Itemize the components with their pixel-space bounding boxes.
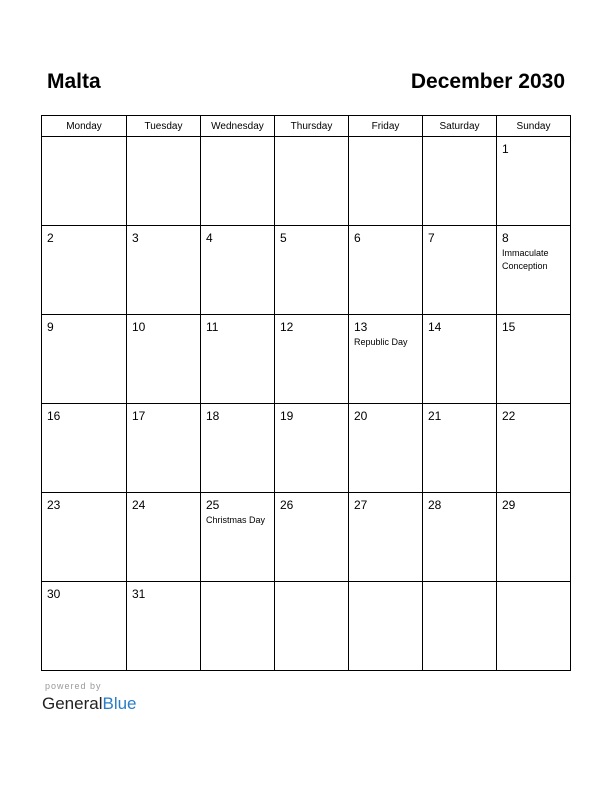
day-cell bbox=[127, 404, 201, 493]
day-cell bbox=[127, 493, 201, 582]
day-number: 24 bbox=[132, 498, 146, 512]
day-cell bbox=[42, 226, 127, 315]
footer-branding bbox=[42, 681, 137, 714]
day-cell bbox=[423, 404, 497, 493]
day-cell bbox=[423, 226, 497, 315]
day-number: 22 bbox=[502, 409, 516, 423]
day-number: 7 bbox=[428, 231, 435, 245]
day-number: 9 bbox=[47, 320, 54, 334]
day-number: 29 bbox=[502, 498, 516, 512]
day-number: 4 bbox=[206, 231, 213, 245]
logo-blue: Blue bbox=[102, 694, 137, 713]
day-cell bbox=[42, 315, 127, 404]
week-row bbox=[42, 315, 571, 404]
calendar-body bbox=[42, 137, 571, 671]
day-number: 8 bbox=[502, 231, 509, 245]
empty-day-cell bbox=[423, 582, 497, 671]
calendar-grid bbox=[41, 115, 571, 671]
empty-day-cell bbox=[127, 137, 201, 226]
day-number: 6 bbox=[354, 231, 361, 245]
day-number: 28 bbox=[428, 498, 442, 512]
day-cell bbox=[42, 493, 127, 582]
logo-general: General bbox=[42, 694, 103, 713]
month-title: December 2030 bbox=[410, 70, 565, 93]
day-cell bbox=[42, 404, 127, 493]
day-cell bbox=[275, 404, 349, 493]
weekday-monday: Monday bbox=[42, 116, 127, 137]
day-cell bbox=[497, 493, 571, 582]
day-number: 30 bbox=[47, 587, 61, 601]
empty-day-cell bbox=[349, 582, 423, 671]
day-number: 1 bbox=[502, 142, 509, 156]
day-cell bbox=[275, 315, 349, 404]
empty-day-cell bbox=[349, 137, 423, 226]
powered-by-text: powered by bbox=[45, 681, 102, 691]
weekday-wednesday: Wednesday bbox=[201, 116, 275, 137]
day-number: 5 bbox=[280, 231, 287, 245]
day-cell bbox=[275, 493, 349, 582]
generalblue-logo[interactable] bbox=[42, 694, 137, 714]
empty-day-cell bbox=[275, 582, 349, 671]
day-cell bbox=[201, 315, 275, 404]
day-cell bbox=[497, 404, 571, 493]
holiday-label: Christmas Day bbox=[206, 515, 266, 525]
weekday-thursday: Thursday bbox=[275, 116, 349, 137]
day-cell bbox=[349, 226, 423, 315]
day-number: 23 bbox=[47, 498, 61, 512]
day-cell bbox=[42, 582, 127, 671]
day-number: 25 bbox=[206, 498, 220, 512]
holiday-label: Immaculate Conception bbox=[502, 248, 549, 271]
day-cell bbox=[349, 493, 423, 582]
weekday-friday: Friday bbox=[349, 116, 423, 137]
day-number: 2 bbox=[47, 231, 54, 245]
day-number: 3 bbox=[132, 231, 139, 245]
day-number: 19 bbox=[280, 409, 294, 423]
empty-day-cell bbox=[275, 137, 349, 226]
day-cell bbox=[275, 226, 349, 315]
day-number: 10 bbox=[132, 320, 146, 334]
day-cell bbox=[201, 493, 275, 582]
day-cell bbox=[497, 137, 571, 226]
week-row bbox=[42, 404, 571, 493]
day-cell bbox=[349, 404, 423, 493]
empty-day-cell bbox=[42, 137, 127, 226]
day-number: 21 bbox=[428, 409, 442, 423]
day-number: 14 bbox=[428, 320, 442, 334]
day-cell bbox=[127, 226, 201, 315]
day-number: 31 bbox=[132, 587, 146, 601]
day-cell bbox=[127, 582, 201, 671]
week-row bbox=[42, 137, 571, 226]
day-cell bbox=[423, 493, 497, 582]
day-number: 17 bbox=[132, 409, 146, 423]
day-cell bbox=[497, 226, 571, 315]
empty-day-cell bbox=[423, 137, 497, 226]
day-cell bbox=[127, 315, 201, 404]
day-cell bbox=[349, 315, 423, 404]
weekday-header-row bbox=[42, 116, 571, 137]
day-number: 20 bbox=[354, 409, 368, 423]
holiday-label: Republic Day bbox=[354, 337, 408, 347]
day-number: 18 bbox=[206, 409, 220, 423]
week-row bbox=[42, 493, 571, 582]
calendar-header bbox=[47, 70, 565, 100]
day-number: 13 bbox=[354, 320, 368, 334]
day-number: 16 bbox=[47, 409, 61, 423]
week-row bbox=[42, 582, 571, 671]
week-row bbox=[42, 226, 571, 315]
weekday-sunday: Sunday bbox=[497, 116, 571, 137]
day-cell bbox=[201, 226, 275, 315]
day-number: 12 bbox=[280, 320, 294, 334]
weekday-saturday: Saturday bbox=[423, 116, 497, 137]
day-cell bbox=[497, 315, 571, 404]
weekday-tuesday: Tuesday bbox=[127, 116, 201, 137]
day-number: 26 bbox=[280, 498, 294, 512]
day-cell bbox=[423, 315, 497, 404]
day-number: 27 bbox=[354, 498, 368, 512]
country-title: Malta bbox=[47, 70, 101, 93]
day-cell bbox=[201, 404, 275, 493]
day-number: 11 bbox=[206, 320, 219, 334]
day-number: 15 bbox=[502, 320, 516, 334]
empty-day-cell bbox=[201, 137, 275, 226]
empty-day-cell bbox=[497, 582, 571, 671]
empty-day-cell bbox=[201, 582, 275, 671]
